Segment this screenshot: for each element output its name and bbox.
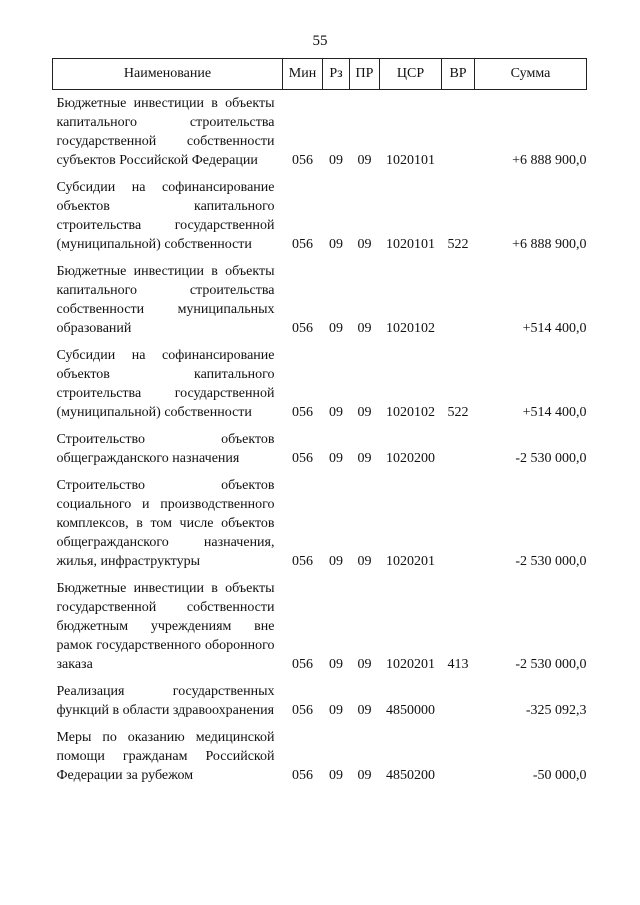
header-pr: ПР: [350, 59, 380, 90]
row-csr: 1020101: [386, 237, 435, 252]
row-csr: 1020101: [386, 153, 435, 168]
row-rz: 09: [329, 768, 343, 783]
row-rz: 09: [329, 451, 343, 466]
row-pr: 09: [357, 554, 372, 569]
row-vr: [442, 472, 475, 575]
table-row: [53, 342, 587, 426]
row-min: 056: [292, 153, 313, 168]
row-pr: 09: [357, 237, 372, 252]
row-pr: 09: [357, 153, 372, 168]
row-rz: 09: [329, 153, 343, 168]
row-pr: 09: [357, 451, 372, 466]
row-pr: 09: [357, 703, 372, 718]
row-min: 056: [292, 657, 313, 672]
row-name: Строительство объектов социального и производственного комплексов, в том числе объектов общегражданского назначения, жилья, инфраструктуры: [56, 478, 275, 569]
header-name: Наименование: [53, 59, 283, 90]
row-min: 056: [292, 321, 313, 336]
row-vr: [442, 258, 475, 342]
row-name: Строительство объектов общегражданского назначения: [56, 432, 275, 466]
row-name: Меры по оказанию медицинской помощи гражданам Российской Федерации за рубежом: [56, 730, 275, 783]
row-sum: -2 530 000,0: [515, 554, 587, 569]
row-name: Реализация государственных функций в области здравоохранения: [56, 684, 275, 718]
row-min: 056: [292, 237, 313, 252]
row-vr: 522: [447, 237, 469, 252]
row-vr: [442, 90, 475, 175]
row-csr: 1020201: [386, 657, 435, 672]
row-csr: 1020102: [386, 321, 435, 336]
row-rz: 09: [329, 554, 343, 569]
header-csr: ЦСР: [380, 59, 442, 90]
row-sum: +514 400,0: [522, 405, 587, 420]
row-sum: -2 530 000,0: [515, 451, 587, 466]
table-row: [53, 575, 587, 678]
row-sum: +6 888 900,0: [512, 237, 587, 252]
row-name: Бюджетные инвестиции в объекты государственной собственности бюджетным учреждениям вне рамок государственного оборонного заказа: [56, 581, 275, 672]
row-pr: 09: [357, 768, 372, 783]
row-sum: +514 400,0: [522, 321, 587, 336]
row-rz: 09: [329, 405, 343, 420]
row-csr: 1020102: [386, 405, 435, 420]
row-rz: 09: [329, 703, 343, 718]
row-min: 056: [292, 405, 313, 420]
row-vr: [442, 426, 475, 472]
table-row: [53, 472, 587, 575]
table-row: [53, 724, 587, 789]
row-min: 056: [292, 554, 313, 569]
row-rz: 09: [329, 321, 343, 336]
row-csr: 4850000: [386, 703, 435, 718]
row-vr: [442, 678, 475, 724]
row-name: Бюджетные инвестиции в объекты капитального строительства собственности муниципальных образований: [56, 264, 275, 336]
table-row: [53, 90, 587, 175]
header-sum: Сумма: [475, 59, 587, 90]
row-min: 056: [292, 451, 313, 466]
row-csr: 1020200: [386, 451, 435, 466]
row-min: 056: [292, 703, 313, 718]
row-vr: [442, 724, 475, 789]
row-pr: 09: [357, 321, 372, 336]
table-row: [53, 426, 587, 472]
budget-table: [52, 58, 587, 789]
row-pr: 09: [357, 657, 372, 672]
row-rz: 09: [329, 237, 343, 252]
table-row: [53, 258, 587, 342]
table-row: [53, 174, 587, 258]
header-min: Мин: [283, 59, 323, 90]
table-row: [53, 678, 587, 724]
row-csr: 4850200: [386, 768, 435, 783]
row-pr: 09: [357, 405, 372, 420]
row-min: 056: [292, 768, 313, 783]
table-header-row: [53, 59, 587, 90]
row-name: Бюджетные инвестиции в объекты капитального строительства государственной собственности субъектов Российской Федерации: [56, 96, 275, 168]
row-name: Субсидии на софинансирование объектов капитального строительства государственной (муниципальной) собственности: [56, 180, 275, 252]
page-number: 55: [312, 33, 328, 49]
row-vr: 413: [447, 657, 469, 672]
row-csr: 1020201: [386, 554, 435, 569]
row-name: Субсидии на софинансирование объектов капитального строительства государственной (муниципальной) собственности: [56, 348, 275, 420]
row-rz: 09: [329, 657, 343, 672]
row-sum: +6 888 900,0: [512, 153, 587, 168]
header-vr: ВР: [442, 59, 475, 90]
row-sum: -50 000,0: [532, 768, 587, 783]
row-sum: -325 092,3: [525, 703, 587, 718]
row-sum: -2 530 000,0: [515, 657, 587, 672]
row-vr: 522: [447, 405, 469, 420]
header-rz: Рз: [323, 59, 350, 90]
